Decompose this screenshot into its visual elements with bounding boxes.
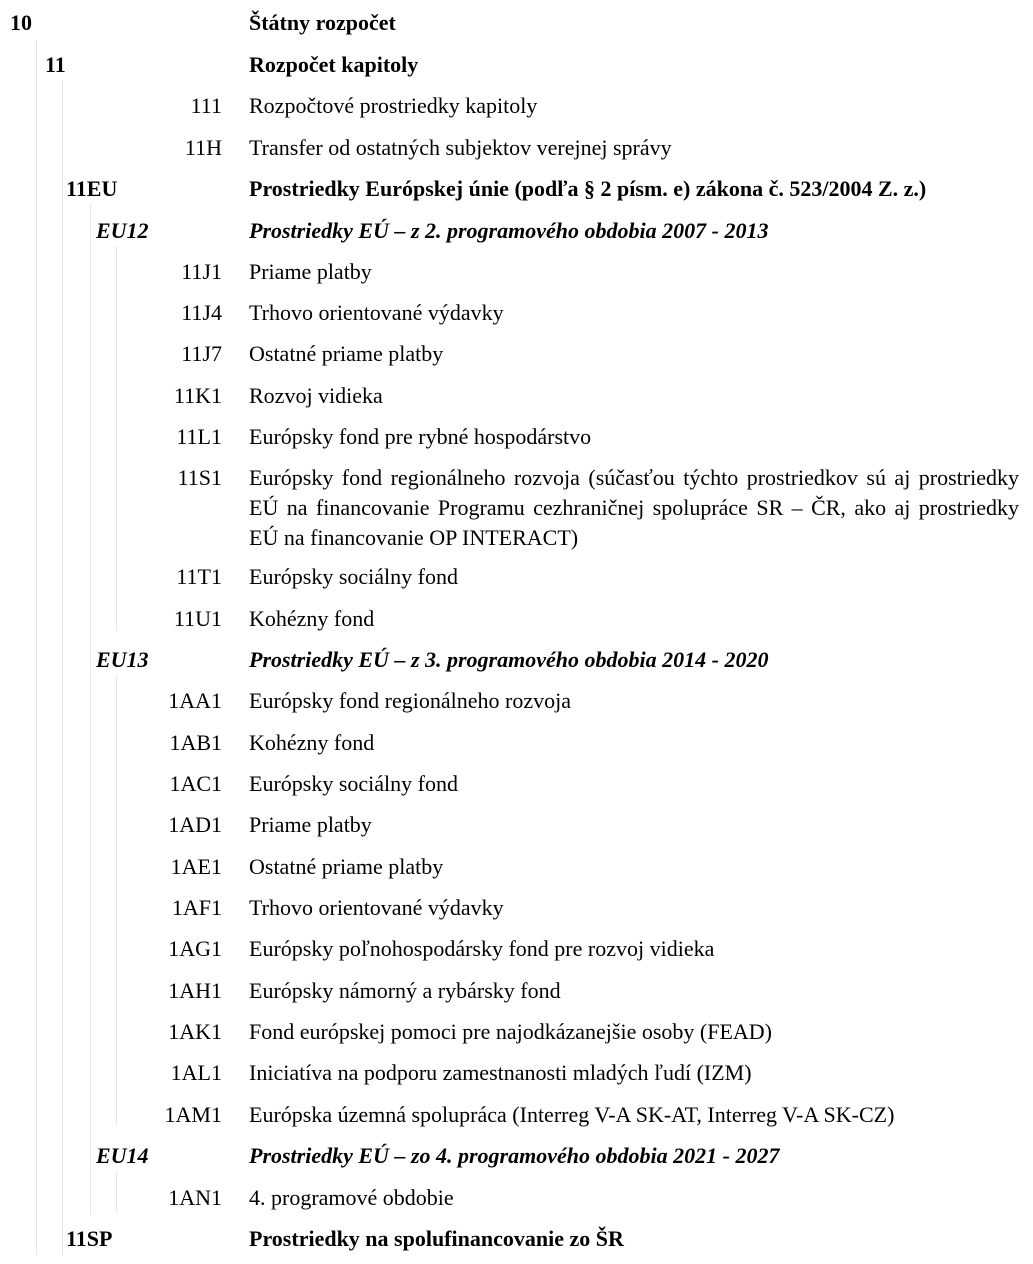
item-text: Prostriedky EÚ – z 2. programového obdobia 2007 - 2013 xyxy=(249,218,769,243)
item-text: Fond európskej pomoci pre najodkázanejšie osoby (FEAD) xyxy=(249,1019,772,1044)
item-code: 1AN1 xyxy=(168,1185,222,1210)
item-code: 11J7 xyxy=(181,341,222,366)
item-code: 1AE1 xyxy=(170,854,222,879)
tree-guide-line xyxy=(36,40,37,1255)
item-text: Európsky námorný a rybársky fond xyxy=(249,978,561,1003)
item-code: 1AG1 xyxy=(168,936,222,961)
item-text: Transfer od ostatných subjektov verejnej správy xyxy=(249,135,672,160)
item-code: 10 xyxy=(10,10,32,35)
tree-guide-line xyxy=(116,1172,117,1212)
item-code: 11S1 xyxy=(177,465,222,490)
item-text: Rozpočet kapitoly xyxy=(249,52,419,77)
item-code: 1AK1 xyxy=(168,1019,222,1044)
item-code: 111 xyxy=(190,93,222,118)
item-text: Iniciatíva na podporu zamestnanosti mladých ľudí (IZM) xyxy=(249,1060,752,1085)
item-text: Prostriedky Európskej únie (podľa § 2 písm. e) zákona č. 523/2004 Z. z.) xyxy=(249,176,927,201)
item-code: 1AD1 xyxy=(168,812,222,837)
item-text: Priame platby xyxy=(249,812,372,837)
item-text: Európsky sociálny fond xyxy=(249,771,458,796)
item-code: 11U1 xyxy=(173,606,222,631)
item-code: EU13 xyxy=(96,647,149,672)
tree-guide-line xyxy=(90,205,91,1215)
item-text: Európska územná spolupráca (Interreg V-A SK-AT, Interreg V-A SK-CZ) xyxy=(249,1102,895,1127)
item-text: Európsky fond regionálneho rozvoja xyxy=(249,688,571,713)
item-code: 11T1 xyxy=(176,564,222,589)
item-code: 11H xyxy=(184,135,222,160)
tree-guide-line xyxy=(62,80,63,1255)
tree-guide-line xyxy=(116,676,117,1126)
item-text: 4. programové obdobie xyxy=(249,1185,454,1210)
item-code: 1AL1 xyxy=(170,1060,222,1085)
item-text: Rozpočtové prostriedky kapitoly xyxy=(249,93,538,118)
item-code: 11J1 xyxy=(181,259,222,284)
item-code: 1AM1 xyxy=(164,1102,222,1127)
item-text: Trhovo orientované výdavky xyxy=(249,895,504,920)
item-text: Ostatné priame platby xyxy=(249,341,444,366)
item-code: 11J4 xyxy=(181,300,222,325)
item-code: 11 xyxy=(45,52,66,77)
item-code: 1AF1 xyxy=(171,895,222,920)
item-code: 11SP xyxy=(66,1226,113,1251)
item-text: Kohézny fond xyxy=(249,730,375,755)
item-text: Európsky fond regionálneho rozvoja (súčasťou týchto prostriedkov sú aj prostriedky EÚ na financovanie Programu cezhraničnej spolupráce SR – ČR, ako aj prostriedky EÚ na financovanie OP INTERACT) xyxy=(249,465,1019,550)
item-text: Štátny rozpočet xyxy=(249,10,396,35)
item-text: Európsky sociálny fond xyxy=(249,564,458,589)
item-code: 1AC1 xyxy=(169,771,222,796)
item-text: Rozvoj vidieka xyxy=(249,383,383,408)
item-text: Európsky poľnohospodársky fond pre rozvoj vidieka xyxy=(249,936,715,961)
item-text: Prostriedky EÚ – zo 4. programového obdobia 2021 - 2027 xyxy=(249,1143,780,1168)
item-code: 11EU xyxy=(66,176,118,201)
item-text: Kohézny fond xyxy=(249,606,375,631)
item-code: 11L1 xyxy=(176,424,222,449)
item-text: Trhovo orientované výdavky xyxy=(249,300,504,325)
item-text: Ostatné priame platby xyxy=(249,854,444,879)
item-text: Priame platby xyxy=(249,259,372,284)
item-text: Európsky fond pre rybné hospodárstvo xyxy=(249,424,592,449)
item-code: 1AH1 xyxy=(168,978,222,1003)
item-code: EU14 xyxy=(96,1143,149,1168)
item-text: Prostriedky EÚ – z 3. programového obdobia 2014 - 2020 xyxy=(249,647,769,672)
tree-guide-line xyxy=(116,246,117,631)
item-text: Prostriedky na spolufinancovanie zo ŠR xyxy=(249,1226,624,1251)
item-code: 1AA1 xyxy=(168,688,222,713)
item-code: EU12 xyxy=(96,218,149,243)
item-code: 11K1 xyxy=(173,383,222,408)
item-code: 1AB1 xyxy=(169,730,222,755)
